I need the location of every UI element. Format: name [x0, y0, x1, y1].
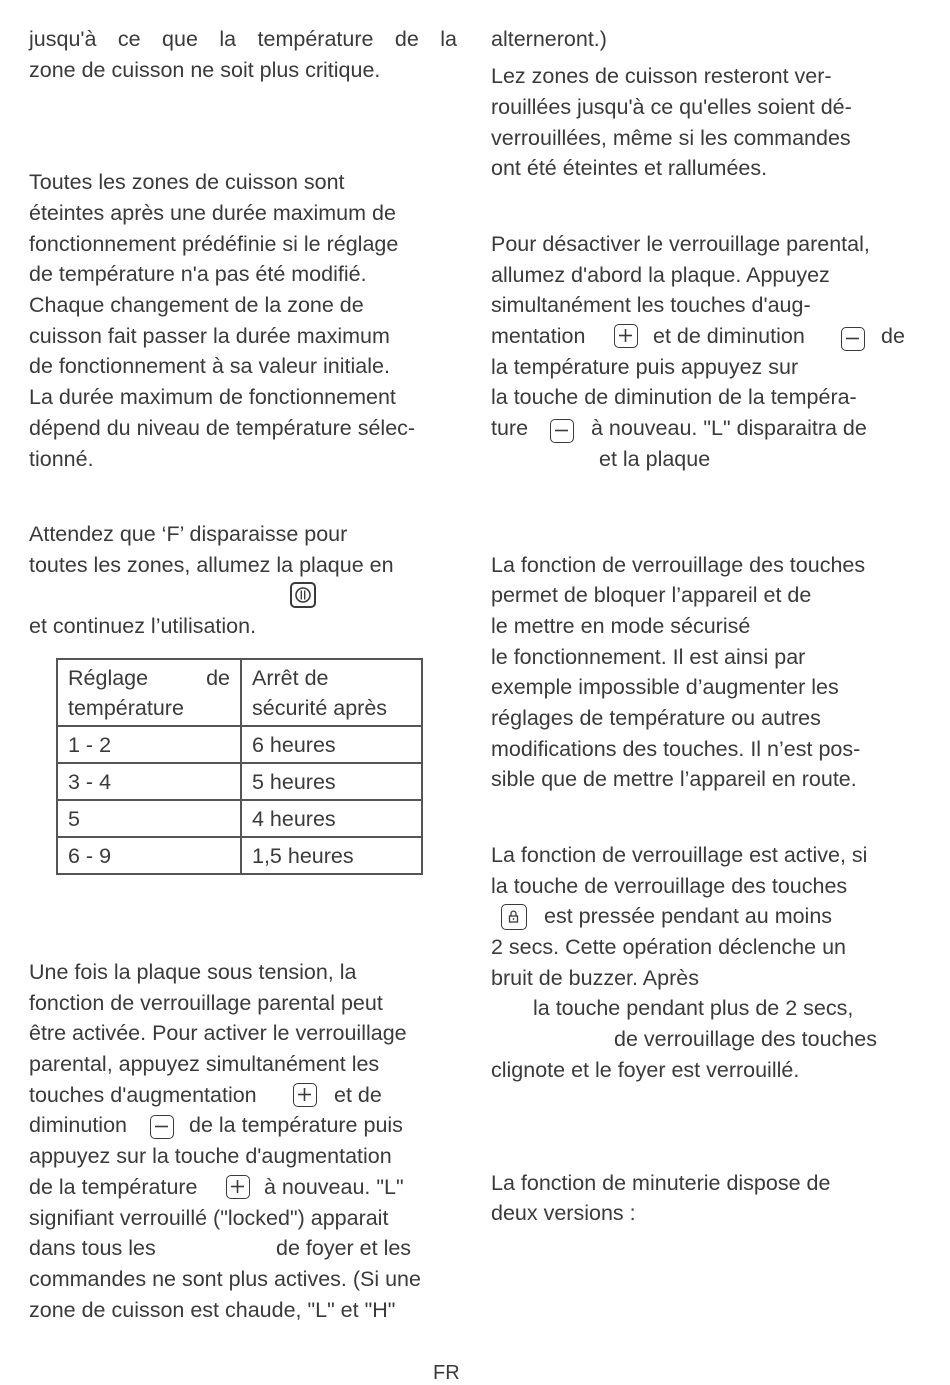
text-line: de fonctionnement à sa valeur initiale. — [29, 354, 390, 378]
header-text: température — [68, 696, 184, 720]
text-line: Une fois la plaque sous tension, la — [29, 960, 357, 984]
text-line: La fonction de verrouillage est active, si — [491, 843, 868, 867]
text-line: verrouillées, même si les commandes — [491, 126, 851, 150]
table-header-cell — [241, 659, 422, 726]
text-line: diminution — [29, 1113, 127, 1137]
text-line: allumez d'abord la plaque. Appuyez — [491, 263, 830, 287]
table-header-row — [57, 659, 422, 726]
text-line: de verrouillage des touches — [614, 1027, 877, 1051]
header-text: Réglage — [68, 666, 149, 690]
text-line: exemple impossible d’augmenter les — [491, 675, 839, 699]
text-line: ont été éteintes et rallumées. — [491, 156, 768, 180]
text-line: modifications des touches. Il n’est pos- — [491, 737, 861, 761]
text-line: deux versions : — [491, 1201, 636, 1225]
text-line: être activée. Pour activer le verrouillage — [29, 1021, 407, 1045]
table-cell: 3 - 4 — [57, 763, 241, 800]
text-line: mentation — [491, 324, 586, 348]
text-line: signifiant verrouillé ("locked") apparait — [29, 1206, 389, 1230]
page-language-label: FR — [433, 1362, 460, 1384]
text-line: tionné. — [29, 447, 94, 471]
table-header-cell — [57, 659, 241, 726]
text-line: de température n'a pas été modifié. — [29, 262, 367, 286]
header-text: de — [206, 666, 230, 690]
text-line: cuisson fait passer la durée maximum — [29, 324, 390, 348]
text-line: Pour désactiver le verrouillage parental, — [491, 232, 870, 256]
text-line: jusqu'à ce que la température de la — [29, 27, 457, 51]
text-line: et de — [334, 1083, 382, 1107]
text-line: La durée maximum de fonctionnement — [29, 385, 396, 409]
plus-key-icon — [293, 1083, 317, 1107]
text-line: de la température — [29, 1175, 198, 1199]
text-line: 2 secs. Cette opération déclenche un — [491, 935, 846, 959]
text-line: commandes ne sont plus actives. (Si une — [29, 1267, 421, 1291]
text-line: ture — [491, 416, 529, 440]
text-line: éteintes après une durée maximum de — [29, 201, 396, 225]
text-line: clignote et le foyer est verrouillé. — [491, 1058, 800, 1082]
text-line: la touche de diminution de la tempéra- — [491, 385, 857, 409]
table-row — [57, 800, 422, 837]
plus-key-icon — [226, 1175, 250, 1199]
text-line: rouillées jusqu'à ce qu'elles soient dé- — [491, 95, 852, 119]
text-line: permet de bloquer l’appareil et de — [491, 583, 812, 607]
plus-key-icon — [614, 324, 638, 348]
text-line: de — [881, 324, 905, 348]
text-line: de la température puis — [189, 1113, 403, 1137]
text-line: Attendez que ‘F’ disparaisse pour — [29, 522, 348, 546]
text-line: alterneront.) — [491, 27, 607, 51]
table-cell: 1,5 heures — [241, 837, 422, 874]
table-cell: 1 - 2 — [57, 726, 241, 763]
text-line: le fonctionnement. Il est ainsi par — [491, 645, 806, 669]
text-line: toutes les zones, allumez la plaque en — [29, 553, 394, 577]
table-cell: 4 heures — [241, 800, 422, 837]
text-line: sible que de mettre l’appareil en route. — [491, 767, 857, 791]
table-row — [57, 837, 422, 874]
power-key-icon — [290, 582, 316, 608]
minus-key-icon — [150, 1115, 174, 1139]
text-line: La fonction de verrouillage des touches — [491, 553, 866, 577]
text-line: réglages de température ou autres — [491, 706, 821, 730]
table-cell: 6 heures — [241, 726, 422, 763]
table-cell: 5 heures — [241, 763, 422, 800]
text-line: simultanément les touches d'aug- — [491, 293, 811, 317]
text-line: dépend du niveau de température sélec- — [29, 416, 416, 440]
text-line: la touche pendant plus de 2 secs, — [533, 996, 854, 1020]
text-line: fonctionnement prédéfinie si le réglage — [29, 232, 399, 256]
text-line: à nouveau. "L" disparaitra de — [591, 416, 867, 440]
header-text: sécurité après — [252, 696, 388, 720]
text-line: Toutes les zones de cuisson sont — [29, 170, 345, 194]
table-row — [57, 726, 422, 763]
text-line: fonction de verrouillage parental peut — [29, 991, 383, 1015]
minus-key-icon — [841, 327, 865, 351]
text-line: le mettre en mode sécurisé — [491, 614, 751, 638]
text-line: bruit de buzzer. Après — [491, 966, 699, 990]
text-line: dans tous les — [29, 1236, 156, 1260]
text-line: et continuez l’utilisation. — [29, 614, 257, 638]
text-line: La fonction de minuterie dispose de — [491, 1171, 831, 1195]
text-line: la température puis appuyez sur — [491, 355, 799, 379]
text-line: de foyer et les — [276, 1236, 412, 1260]
table-cell: 5 — [57, 800, 241, 837]
text-line: parental, appuyez simultanément les — [29, 1052, 380, 1076]
lock-key-icon — [501, 904, 527, 930]
header-text: Arrêt de — [252, 666, 329, 690]
safety-shutoff-table — [56, 658, 423, 875]
text-line: à nouveau. "L" — [264, 1175, 404, 1199]
text-line: zone de cuisson ne soit plus critique. — [29, 58, 381, 82]
table-row — [57, 763, 422, 800]
minus-key-icon — [550, 419, 574, 443]
table-cell: 6 - 9 — [57, 837, 241, 874]
text-line: touches d'augmentation — [29, 1083, 257, 1107]
text-line: Lez zones de cuisson resteront ver- — [491, 64, 832, 88]
text-line: la touche de verrouillage des touches — [491, 874, 848, 898]
text-line: et de diminution — [653, 324, 805, 348]
text-line: appuyez sur la touche d'augmentation — [29, 1144, 392, 1168]
text-line: est pressée pendant au moins — [544, 904, 833, 928]
text-line: et la plaque — [599, 447, 711, 471]
text-line: zone de cuisson est chaude, "L" et "H" — [29, 1298, 396, 1322]
text-line: Chaque changement de la zone de — [29, 293, 364, 317]
